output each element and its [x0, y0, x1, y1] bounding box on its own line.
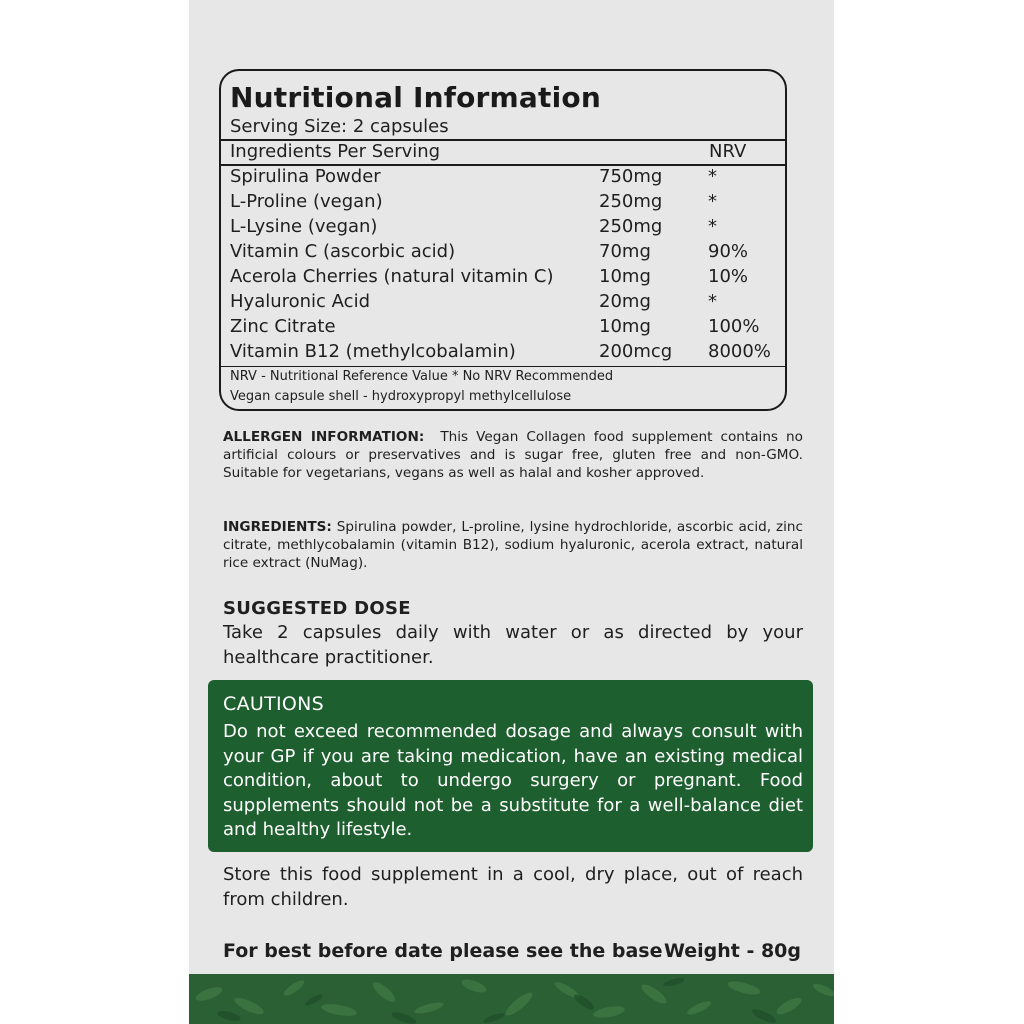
- ingredients-info: [223, 518, 803, 573]
- ingredient-amount: 250mg: [599, 216, 663, 237]
- ingredient-amount: 70mg: [599, 241, 651, 262]
- capsule-footnote: Vegan capsule shell - hydroxypropyl methylcellulose: [230, 389, 572, 404]
- ingredient-nrv: 10%: [708, 266, 749, 287]
- table-row: [230, 266, 780, 291]
- weight-label: Weight - 80g: [663, 940, 801, 962]
- table-row: [230, 316, 780, 341]
- ingredient-nrv: 90%: [708, 241, 749, 262]
- ingredients-label: INGREDIENTS:: [223, 519, 332, 535]
- cautions-box: [208, 680, 813, 852]
- ingredient-nrv: *: [708, 216, 717, 237]
- ingredient-nrv: *: [708, 166, 717, 187]
- ingredient-name: Zinc Citrate: [230, 316, 336, 337]
- ingredient-nrv: 100%: [708, 316, 760, 337]
- leaf-pattern: [189, 974, 834, 1024]
- dose-heading: SUGGESTED DOSE: [223, 598, 411, 619]
- ingredient-name: L-Proline (vegan): [230, 191, 383, 212]
- table-row: [230, 241, 780, 266]
- nutrition-title: Nutritional Information: [230, 81, 601, 114]
- table-row: [230, 216, 780, 241]
- allergen-text: This Vegan Collagen food supplement contains no artificial colours or preservatives and is sugar free, gluten free and non-GMO. Suitable for vegetarians, vegans as well as halal and kosher approved.: [223, 429, 803, 482]
- table-header-label: Ingredients Per Serving: [230, 141, 441, 162]
- allergen-info: [223, 428, 803, 483]
- ingredient-amount: 20mg: [599, 291, 651, 312]
- table-row: [230, 166, 780, 191]
- cautions-text: Do not exceed recommended dosage and always consult with your GP if you are taking medication, have an existing medical condition, about to undergo surgery or pregnant. Food supplements should not be a substitute for a well-balance diet and healthy lifestyle.: [223, 721, 803, 840]
- nutrition-table: [219, 69, 787, 411]
- allergen-label: ALLERGEN INFORMATION:: [223, 429, 425, 445]
- nrv-footnote: NRV - Nutritional Reference Value * No NRV Recommended: [230, 369, 614, 384]
- serving-size: Serving Size: 2 capsules: [230, 116, 449, 137]
- ingredient-name: Hyaluronic Acid: [230, 291, 370, 312]
- storage-text: Store this food supplement in a cool, dry place, out of reach from children.: [223, 864, 803, 910]
- ingredient-nrv: *: [708, 291, 717, 312]
- cautions-heading: CAUTIONS: [223, 693, 325, 715]
- ingredient-amount: 750mg: [599, 166, 663, 187]
- table-row: [230, 191, 780, 216]
- table-row: [230, 291, 780, 316]
- ingredient-amount: 10mg: [599, 266, 651, 287]
- dose-text: Take 2 capsules daily with water or as directed by your healthcare practitioner.: [223, 622, 803, 668]
- ingredient-amount: 10mg: [599, 316, 651, 337]
- ingredient-name: Acerola Cherries (natural vitamin C): [230, 266, 554, 287]
- table-header-nrv: NRV: [709, 141, 747, 162]
- ingredient-name: Spirulina Powder: [230, 166, 381, 187]
- ingredient-name: Vitamin C (ascorbic acid): [230, 241, 456, 262]
- ingredient-amount: 250mg: [599, 191, 663, 212]
- ingredients-text: Spirulina powder, L-proline, lysine hydrochloride, ascorbic acid, zinc citrate, methlycobalamin (vitamin B12), sodium hyaluronic, acerola extract, natural rice extract (NuMag).: [223, 519, 803, 572]
- table-row: [230, 341, 780, 366]
- leaf-pattern-strip: [189, 974, 834, 1024]
- divider: [221, 366, 785, 367]
- label-panel: [189, 0, 834, 1024]
- best-before-note: For best before date please see the base: [223, 940, 663, 962]
- ingredient-name: L-Lysine (vegan): [230, 216, 378, 237]
- ingredient-name: Vitamin B12 (methylcobalamin): [230, 341, 516, 362]
- ingredient-amount: 200mcg: [599, 341, 673, 362]
- ingredient-nrv: 8000%: [708, 341, 771, 362]
- ingredient-nrv: *: [708, 191, 717, 212]
